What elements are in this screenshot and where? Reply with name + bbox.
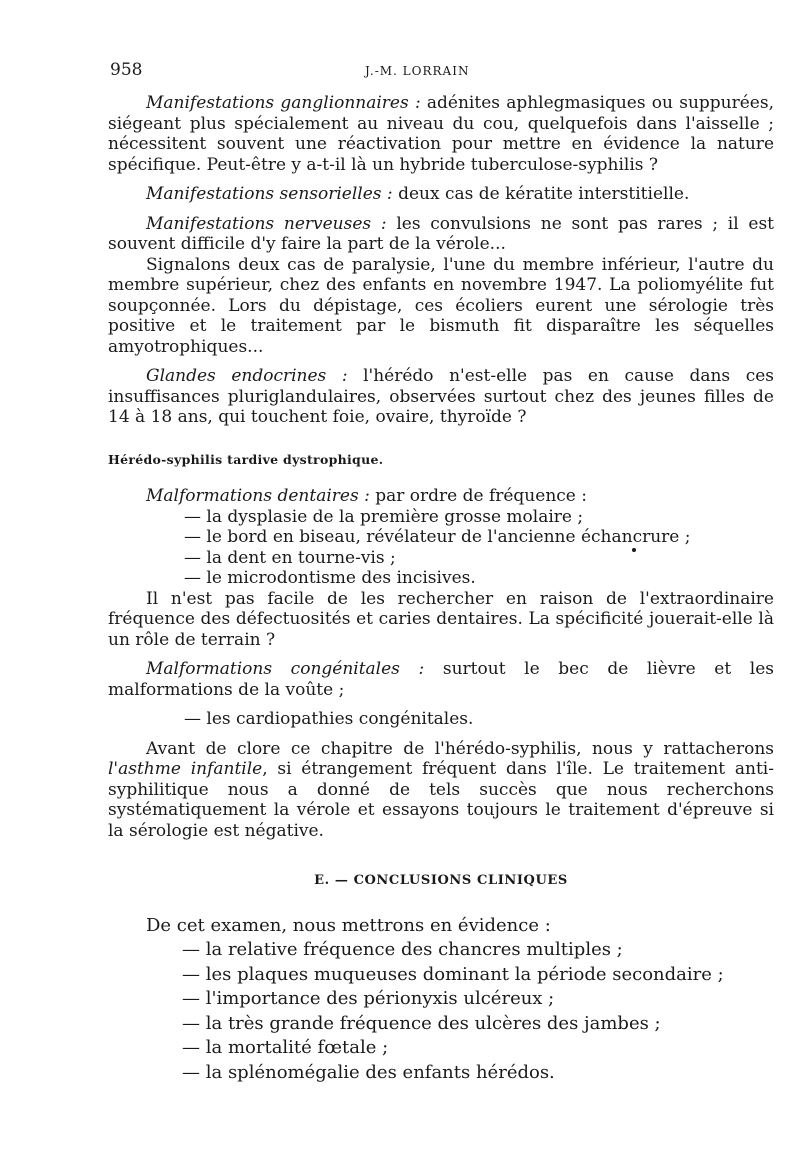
paragraph-dentaires-note: Il n'est pas facile de les rechercher en raison de l'extraordinaire fréquence des défectuosités et caries dentaires. La spécificité jouerait-elle là un rôle de terrain ?	[108, 588, 774, 650]
paragraph-label: Malformations dentaires :	[146, 486, 370, 506]
conclusions-intro: De cet examen, nous mettrons en évidence :	[146, 914, 551, 936]
paragraph-sensorielles	[108, 184, 774, 205]
page-header	[110, 60, 770, 84]
list-item: — l'importance des périonyxis ulcéreux ;	[182, 987, 774, 1012]
paragraph-text: deux cas de kératite interstitielle.	[392, 184, 690, 204]
paragraph-label: Malformations congénitales :	[146, 659, 425, 679]
list-item: — les cardiopathies congénitales.	[184, 709, 774, 730]
paragraph-text: l'hérédo n'est-elle pas en cause dans ces insuffisances pluriglandulaires, observées surtout chez des jeunes filles de 14 à 18 ans, qui touchent foie, ovaire, thyroïde ?	[108, 366, 774, 427]
paragraph-dentaires	[108, 486, 774, 507]
page-number: 958	[110, 60, 143, 80]
paragraph-text: par ordre de fréquence :	[369, 486, 587, 506]
paragraph-nerveuses	[108, 214, 774, 255]
subheading: Hérédo-syphilis tardive dystrophique.	[108, 451, 384, 467]
list-item: — la très grande fréquence des ulcères des jambes ;	[182, 1012, 774, 1037]
list-item: — la mortalité fœtale ;	[182, 1036, 774, 1061]
list-item: — les plaques muqueuses dominant la période secondaire ;	[182, 963, 774, 988]
paragraph-ganglionnaires	[108, 93, 774, 175]
congenital-list	[108, 709, 774, 730]
list-item: — la dysplasie de la première grosse molaire ;	[184, 507, 774, 528]
paragraph-label: Manifestations ganglionnaires :	[146, 93, 421, 113]
section-title: E. — CONCLUSIONS CLINIQUES	[314, 873, 568, 888]
paragraph-label: Glandes endocrines :	[146, 366, 348, 386]
page-body	[108, 93, 774, 1085]
paragraph-text: Avant de clore ce chapitre de l'hérédo-syphilis, nous y rattacherons	[146, 738, 774, 759]
paragraph-congenitales	[108, 659, 774, 700]
paragraph-label: Manifestations nerveuses :	[146, 213, 387, 234]
paragraph-text: , si étrangement fréquent dans l'île. Le traitement anti-syphilitique nous a donné de tels succès que nous recherchons systématiquement la vérole et essayons toujours le traitement d'épreuve si la sérologie est négative.	[108, 759, 774, 841]
list-item: — la relative fréquence des chancres multiples ;	[182, 938, 774, 963]
paragraph-asthme	[108, 739, 774, 842]
conclusions-list	[108, 938, 774, 1085]
paragraph-text: les convulsions ne sont pas rares ; il est souvent difficile d'y faire la part de la vérole...	[108, 213, 774, 254]
paragraph-label: Manifestations sensorielles :	[146, 184, 393, 204]
paragraph-text: adénites aphlegmasiques ou suppurées, siégeant plus spécialement au niveau du cou, quelquefois dans l'aisselle ; nécessitent souvent une réactivation pour mettre en évidence la nature spécifique. Peut-être y a-t-il là un hybride tuberculose-syphilis ?	[108, 93, 774, 175]
running-author: J.-M. LORRAIN	[365, 64, 470, 78]
paragraph-endocrines	[108, 366, 774, 428]
list-item: — la dent en tourne-vis ;	[184, 548, 774, 569]
print-speck	[632, 548, 636, 552]
conclusions-block	[108, 914, 774, 1086]
list-item: — la splénomégalie des enfants hérédos.	[182, 1061, 774, 1086]
list-item: — le microdontisme des incisives.	[184, 568, 774, 589]
paragraph-text: surtout le bec de lièvre et les malformations de la voûte ;	[108, 659, 775, 700]
paragraph-paralysie: Signalons deux cas de paralysie, l'une du membre inférieur, l'autre du membre supérieur, chez des enfants en novembre 1947. La poliomyélite fut soupçonnée. Lors du dépistage, ces écoliers eurent une sérologie très positive et le traitement par le bismuth fit disparaître les séquelles amyotrophiques...	[108, 254, 774, 357]
list-item: — le bord en biseau, révélateur de l'ancienne échancrure ;	[184, 527, 774, 548]
dental-list	[108, 507, 774, 589]
italic-term: l'asthme infantile	[108, 759, 263, 779]
